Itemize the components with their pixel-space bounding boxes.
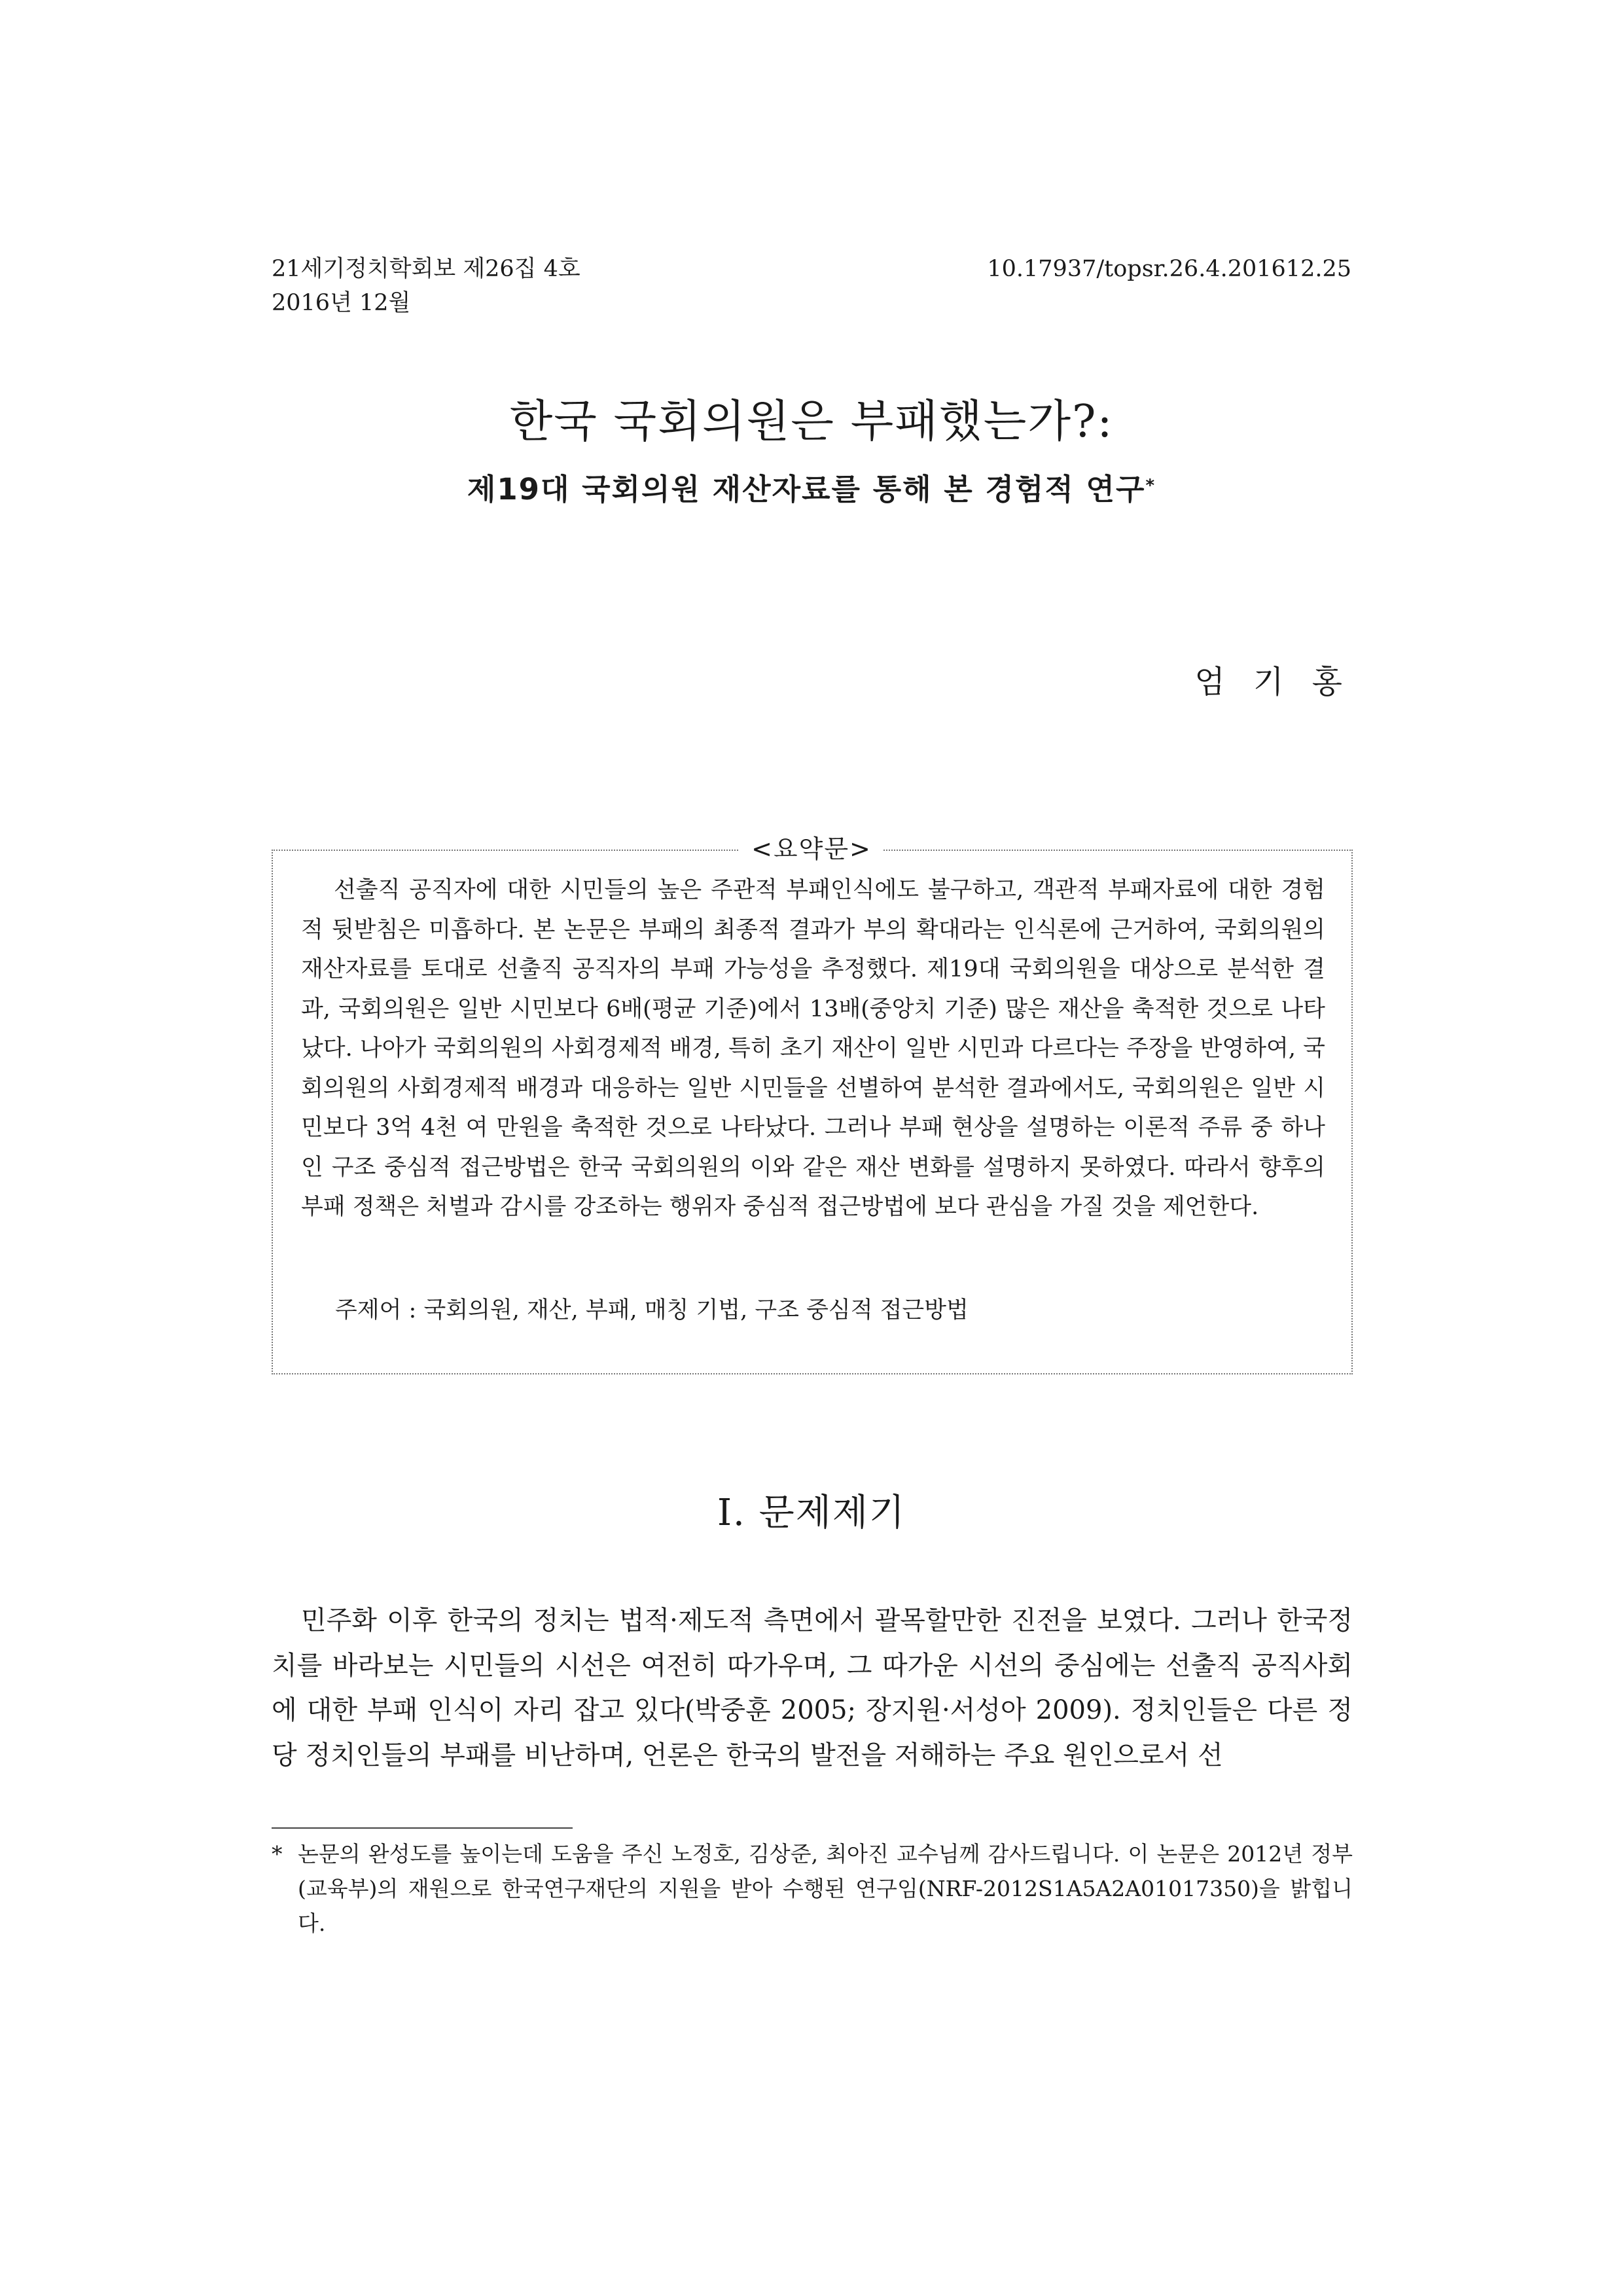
section-heading: I. 문제제기: [717, 1492, 906, 1534]
body-paragraph: 민주화 이후 한국의 정치는 법적·제도적 측면에서 괄목할만한 진전을 보였다. 그러나 한국정치를 바라보는 시민들의 시선은 여전히 따가우며, 그 따가운 시선의 중심에는 선출직 공직사회에 대한 부패 인식이 자리 잡고 있다(박중훈 2005; 장지원·서성아 2009). 정치인들은 다른 정당 정치인들의 부패를 비난하며, 언론은 한국의 발전을 저해하는 주요 원인으로서 선: [272, 1605, 1353, 1770]
footnote-divider: [272, 1827, 573, 1829]
abstract-label: <요약문>: [740, 830, 883, 868]
footnote-mark: *: [272, 1841, 283, 1867]
subtitle-footnote-mark: *: [1145, 476, 1156, 495]
doi: 10.17937/topsr.26.4.201612.25: [987, 256, 1351, 282]
running-header-left: [272, 252, 580, 320]
journal-name: 21세기정치학회보 제26집 4호: [272, 256, 580, 282]
abstract-label-wrap: [0, 830, 1623, 868]
paper-title: 한국 국회의원은 부패했는가?:: [509, 396, 1114, 448]
footnote-text: 논문의 완성도를 높이는데 도움을 주신 노정호, 김상준, 최아진 교수님께 감사드립니다. 이 논문은 2012년 정부(교육부)의 재원으로 한국연구재단의 지원을 받아 수행된 연구임(NRF-2012S1A5A2A01017350)을 밝힙니다.: [298, 1841, 1353, 1936]
author-name: 엄 기 홍: [1194, 664, 1351, 700]
keywords: 주제어 : 국회의원, 재산, 부패, 매칭 기법, 구조 중심적 접근방법: [335, 1297, 969, 1323]
paper-subtitle-text: 제19대 국회의원 재산자료를 통해 본 경험적 연구: [467, 472, 1146, 507]
paper-subtitle: [0, 470, 1623, 509]
footnote: [272, 1837, 1353, 1941]
issue-date: 2016년 12월: [272, 290, 411, 316]
abstract-text: 선출직 공직자에 대한 시민들의 높은 주관적 부패인식에도 불구하고, 객관적 부패자료에 대한 경험적 뒷받침은 미흡하다. 본 논문은 부패의 최종적 결과가 부의 확대라는 인식론에 근거하여, 국회의원의 재산자료를 토대로 선출직 공직자의 부패 가능성을 추정했다. 제19대 국회의원을 대상으로 분석한 결과, 국회의원은 일반 시민보다 6배(평균 기준)에서 13배(중앙치 기준) 많은 재산을 축적한 것으로 나타났다. 나아가 국회의원의 사회경제적 배경, 특히 초기 재산이 일반 시민과 다르다는 주장을 반영하여, 국회의원의 사회경제적 배경과 대응하는 일반 시민들을 선별하여 분석한 결과에서도, 국회의원은 일반 시민보다 3억 4천 여 만원을 축적한 것으로 나타났다. 그러나 부패 현상을 설명하는 이론적 주류 중 하나인 구조 중심적 접근방법은 한국 국회의원의 이와 같은 재산 변화를 설명하지 못하였다. 따라서 향후의 부패 정책은 처벌과 감시를 강조하는 행위자 중심적 접근방법에 보다 관심을 가질 것을 제언한다.: [301, 877, 1325, 1220]
